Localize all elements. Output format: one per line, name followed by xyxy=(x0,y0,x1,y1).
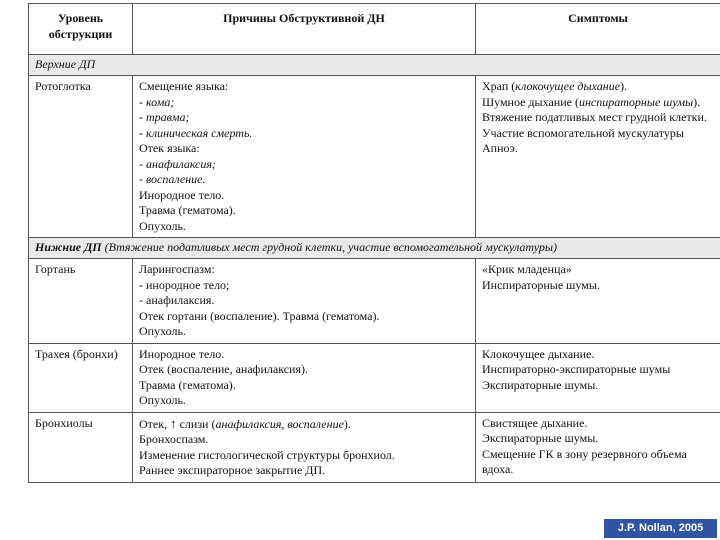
obstruction-table xyxy=(28,3,720,483)
cause-line: Смещение языка: xyxy=(139,79,229,93)
section-lower-note: (Втяжение податливых мест грудной клетки, участие вспомогательной мускулатуры) xyxy=(101,240,558,254)
level-cell: Трахея (бронхи) xyxy=(29,343,133,412)
cause-text: ). xyxy=(343,416,351,431)
symptoms-cell xyxy=(476,259,720,344)
table-row-trachea xyxy=(29,343,720,412)
table-header-row xyxy=(29,4,720,55)
level-cell: Гортань xyxy=(29,259,133,344)
symptom-line: «Крик младенца» xyxy=(482,262,572,276)
symptom-line: Экспираторные шумы. xyxy=(482,431,599,445)
cause-line: - травма; xyxy=(139,110,190,124)
symptom-text: ). xyxy=(693,94,701,109)
level-cell: Ротоглотка xyxy=(29,76,133,238)
section-lower-airways xyxy=(29,238,720,259)
cause-line: - анафилаксия. xyxy=(139,293,215,307)
symptoms-cell xyxy=(476,412,720,482)
cause-line: Инородное тело. xyxy=(139,346,225,361)
cause-line: Инородное тело. xyxy=(139,187,225,202)
cause-line: Изменение гистологической структуры бронхиол. xyxy=(139,447,395,462)
cause-line xyxy=(139,416,469,433)
cause-italic: анафилаксия, воспаление xyxy=(215,416,344,431)
cause-line: Бронхоспазм. xyxy=(139,432,209,446)
cause-line: - инородное тело; xyxy=(139,277,230,292)
symptom-line: Смещение ГК в зону резервного объема вдоха. xyxy=(482,446,687,476)
header-causes: Причины Обструктивной ДН xyxy=(133,4,476,55)
section-lower-row xyxy=(29,238,720,259)
header-level: Уровень обструкции xyxy=(29,4,133,55)
cause-line: Травма (гематома). xyxy=(139,203,236,217)
cause-line: Ларингоспазм: xyxy=(139,262,215,276)
cause-line: Отек (воспаление, анафилаксия). xyxy=(139,362,308,376)
symptoms-cell xyxy=(476,76,720,238)
symptom-line xyxy=(482,95,714,111)
cause-line: - клиническая смерть. xyxy=(139,125,253,140)
section-upper-airways: Верхние ДП xyxy=(29,55,720,76)
up-arrow-icon: ↑ xyxy=(170,415,177,431)
level-cell: Бронхиолы xyxy=(29,412,133,482)
header-symptoms: Симптомы xyxy=(476,4,720,55)
cause-line: - воспаление. xyxy=(139,172,206,186)
cause-line: Опухоль. xyxy=(139,324,186,338)
symptom-line xyxy=(482,79,714,95)
symptom-italic: инспираторные шумы xyxy=(578,94,694,109)
table-row-larynx xyxy=(29,259,720,344)
symptom-line: Свистящее дыхание. xyxy=(482,415,588,430)
symptom-line: Участие вспомогательной мускулатуры xyxy=(482,125,684,140)
symptom-line: Экспираторные шумы. xyxy=(482,377,599,392)
cause-line: Опухоль. xyxy=(139,218,186,233)
causes-cell xyxy=(133,259,476,344)
causes-cell xyxy=(133,76,476,238)
causes-cell xyxy=(133,412,476,482)
section-upper-row xyxy=(29,55,720,76)
symptom-line: Апноэ. xyxy=(482,141,518,155)
table-row-bronchioles xyxy=(29,412,720,482)
symptoms-cell xyxy=(476,343,720,412)
cause-text: Отек, xyxy=(139,416,171,431)
cause-line: - анафилаксия; xyxy=(139,156,216,171)
cause-text: слизи ( xyxy=(176,416,216,431)
cause-line: Опухоль. xyxy=(139,393,186,407)
cause-line: Отек языка: xyxy=(139,141,200,155)
source-credit-badge: J.P. Nollan, 2005 xyxy=(604,519,717,538)
symptom-line: Инспираторные шумы. xyxy=(482,277,600,292)
section-lower-title: Нижние ДП xyxy=(35,240,102,254)
cause-line: Раннее экспираторное закрытие ДП. xyxy=(139,463,326,477)
table-row-oropharynx xyxy=(29,76,720,238)
symptom-line: Инспираторно-экспираторные шумы xyxy=(482,362,671,376)
symptom-text: Шумное дыхание ( xyxy=(482,94,579,109)
symptom-line: Втяжение податливых мест грудной клетки. xyxy=(482,110,707,124)
symptom-line: Клокочущее дыхание. xyxy=(482,346,595,361)
causes-cell xyxy=(133,343,476,412)
symptom-italic: клокочущее дыхание xyxy=(515,79,621,93)
cause-line: Отек гортани (воспаление). Травма (гематома). xyxy=(139,308,380,323)
symptom-text: ). xyxy=(620,79,628,93)
cause-line: - кома; xyxy=(139,94,175,109)
cause-line: Травма (гематома). xyxy=(139,377,236,392)
symptom-text: Храп ( xyxy=(482,79,516,93)
